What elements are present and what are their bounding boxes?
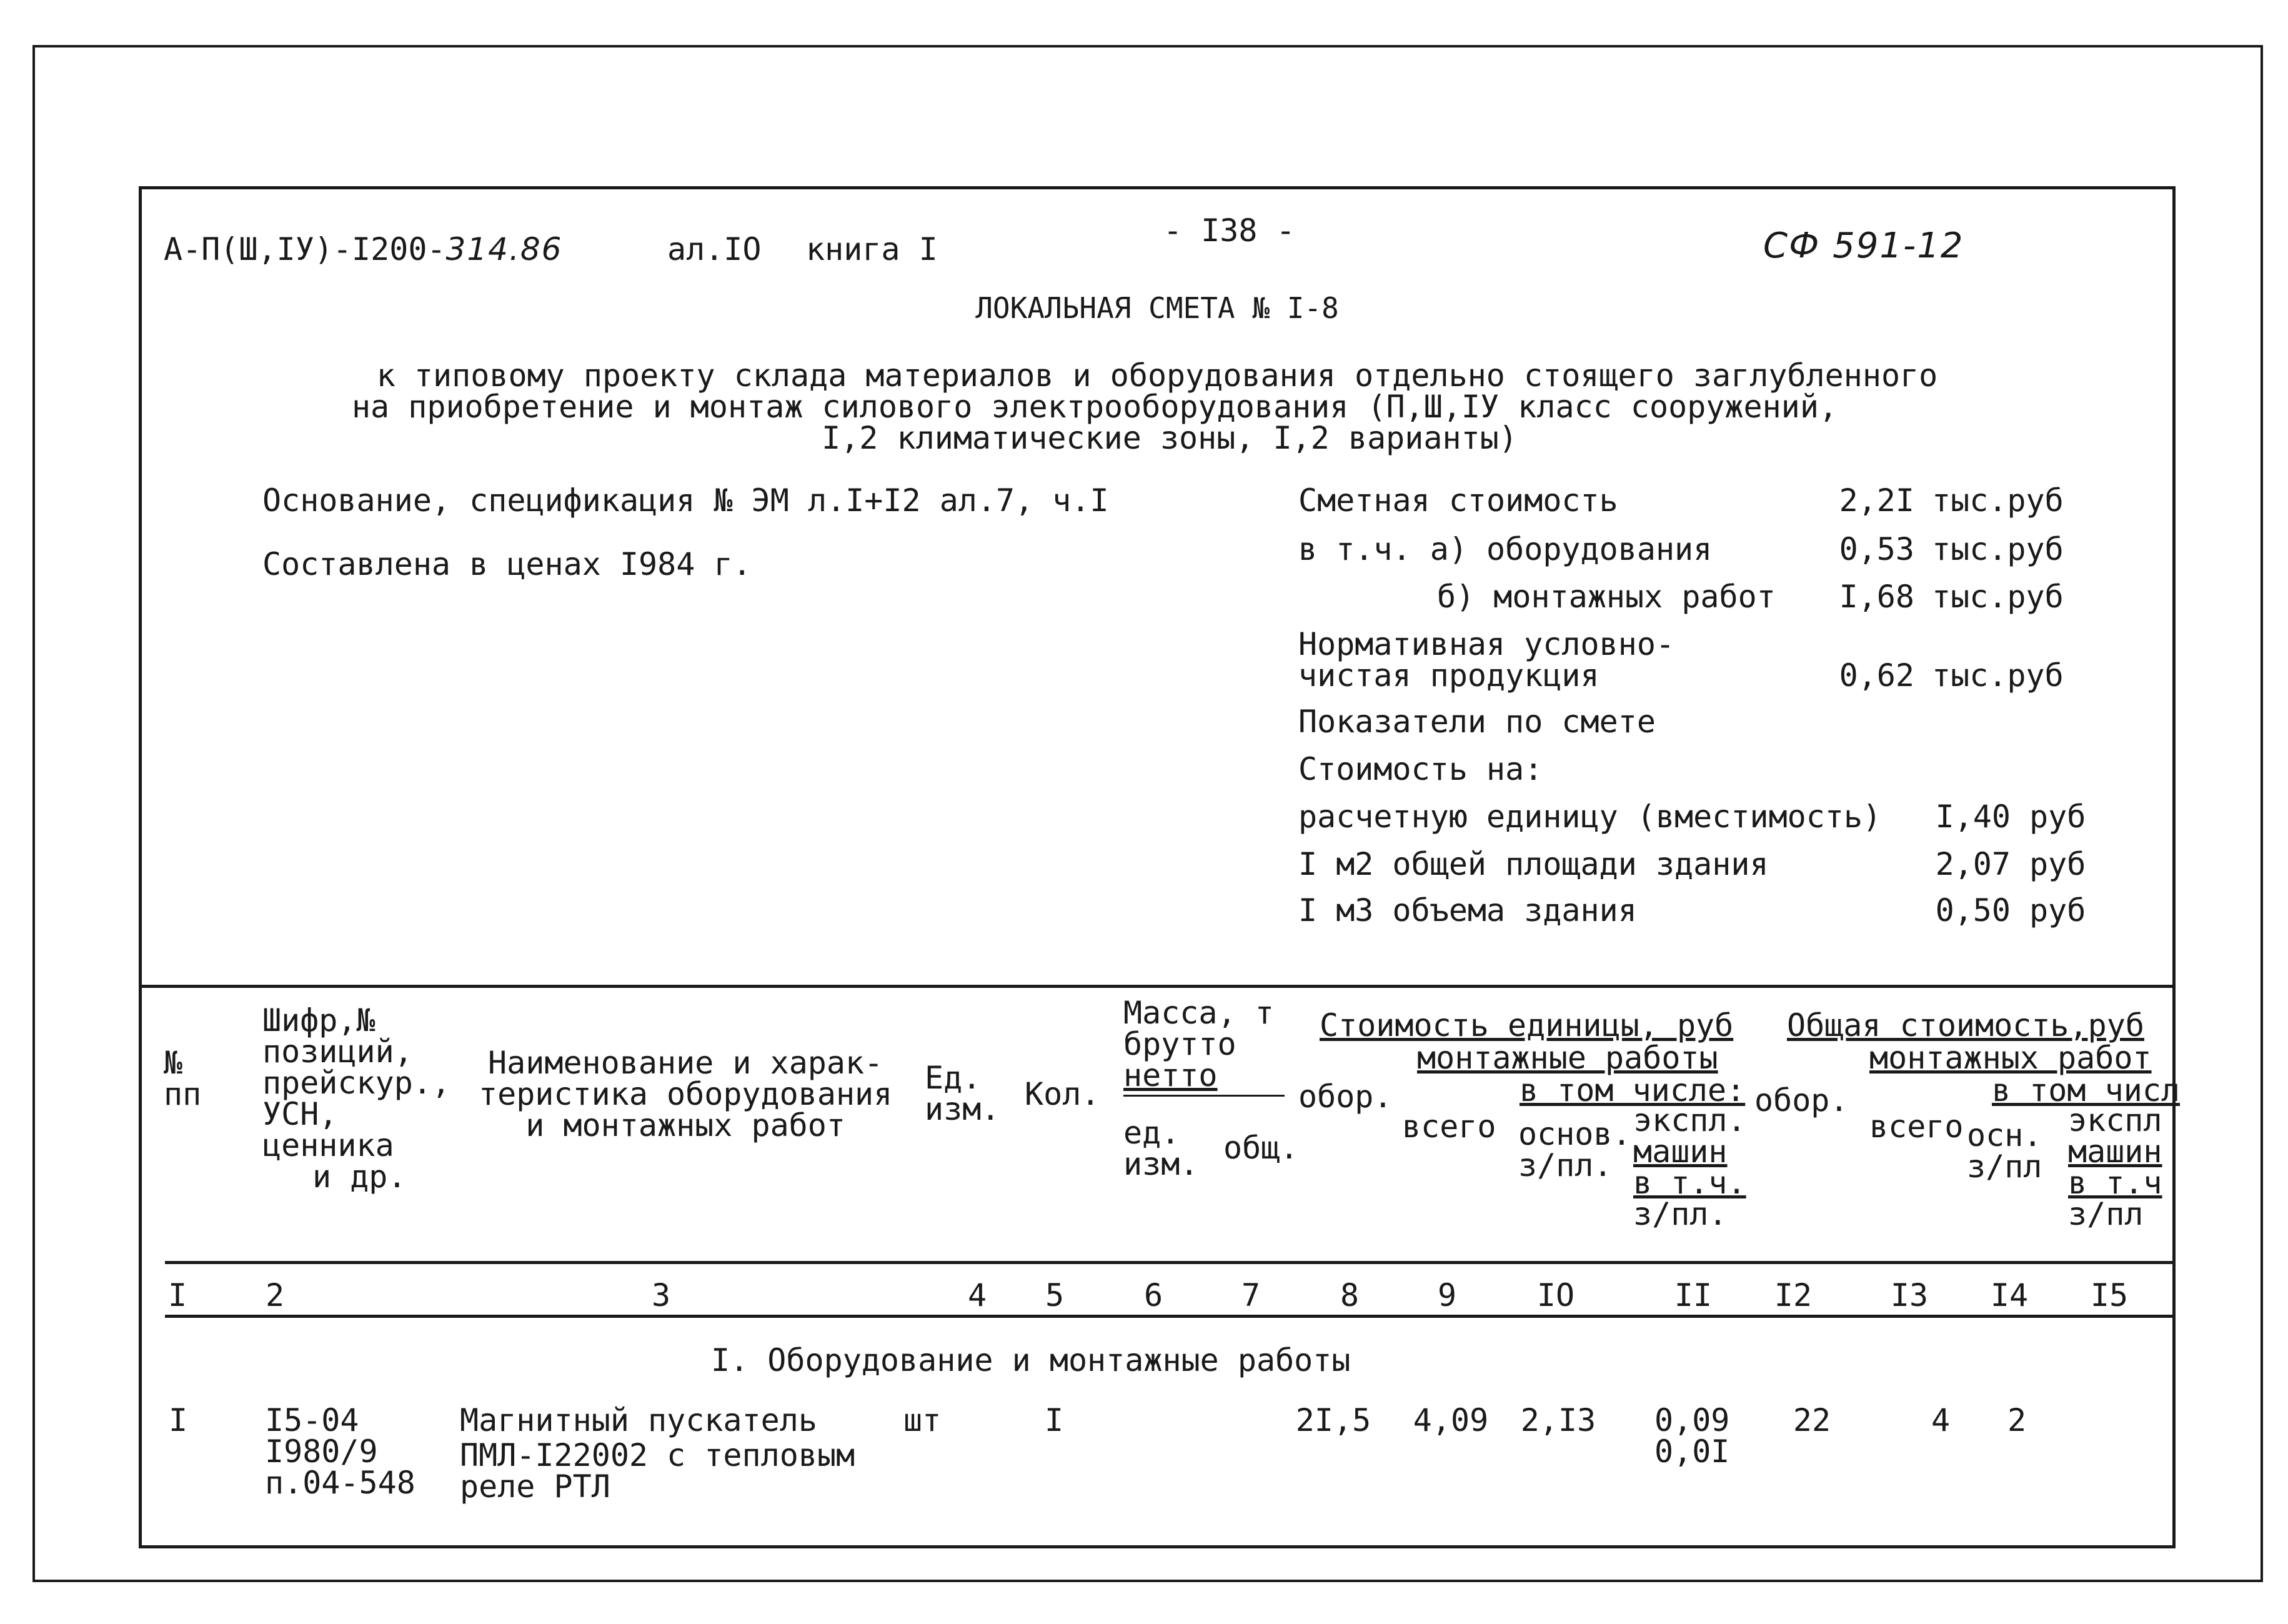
document-code	[164, 231, 563, 267]
summary-value: 0,50	[1935, 892, 2011, 929]
mass-divider	[1123, 1095, 1285, 1097]
summary-value: 0,62	[1839, 657, 1914, 694]
column-number: 2	[265, 1277, 285, 1313]
summary-label: Нормативная условно-	[1298, 626, 1675, 662]
table-header-bottom-rule	[165, 1261, 2176, 1264]
column-number: I5	[2090, 1277, 2129, 1313]
column-number: IO	[1536, 1277, 1575, 1313]
row-c8: 2I,5	[1295, 1402, 1371, 1438]
column-number: 8	[1340, 1277, 1360, 1313]
header-mount-works: монтажные работы	[1417, 1040, 1718, 1076]
row-unit: шт	[903, 1402, 942, 1438]
summary-value: I,40	[1935, 799, 2011, 835]
header-including: в том числе:	[1520, 1072, 1746, 1108]
summary-unit: руб	[2029, 799, 2086, 835]
column-number: 7	[1241, 1277, 1261, 1313]
column-number: 3	[651, 1277, 671, 1313]
column-number: 6	[1143, 1277, 1163, 1313]
header-col-2: Шифр,№ позиций, прейскур., УСН, ценника и др.	[262, 1002, 451, 1195]
header-col-12: обор.	[1754, 1082, 1849, 1118]
document-code-print: А-П(Ш,IУ)-I200-	[164, 231, 446, 267]
subtitle-line-1: к типовому проекту склада материалов и оборудования отдельно стоящего заглубленного	[376, 357, 1938, 394]
row-name: Магнитный пускатель ПМЛ-I22002 с тепловым реле РТЛ	[460, 1402, 855, 1505]
row-quantity: I	[1045, 1402, 1064, 1438]
column-number: II	[1674, 1277, 1713, 1313]
summary-label: расчетную единицу (вместимость)	[1298, 799, 1882, 835]
summary-label: Сметная стоимость	[1298, 482, 1618, 519]
summary-label: I м2 общей площади здания	[1298, 846, 1769, 882]
row-code: I5-04 I980/9 п.04-548	[265, 1402, 415, 1501]
page-number: - I38 -	[1163, 212, 1295, 249]
summary-label: в т.ч. а) оборудования	[1298, 531, 1713, 567]
column-numbers-rule	[165, 1315, 2176, 1318]
row-c13: 4	[1931, 1402, 1951, 1438]
summary-unit: тыс.руб	[1932, 657, 2064, 694]
column-number: I3	[1890, 1277, 1929, 1313]
summary-label: Стоимость на:	[1298, 751, 1543, 787]
row-c9: 4,09	[1413, 1402, 1489, 1438]
column-number: 4	[967, 1277, 987, 1313]
header-including-total: в том числ	[1992, 1072, 2181, 1108]
header-total-cost: Общая стоимость,руб	[1787, 1007, 2144, 1044]
summary-label: I м3 объема здания	[1298, 892, 1637, 929]
summary-unit: тыс.руб	[1932, 531, 2064, 567]
header-col-6: ед. изм.	[1123, 1115, 1199, 1182]
summary-value: 0,53	[1839, 531, 1914, 567]
section-title: I. Оборудование и монтажные работы	[711, 1342, 1351, 1378]
basis-specification: Основание, спецификация № ЭМ л.I+I2 ал.7, ч.I	[262, 482, 1109, 519]
table-top-rule	[139, 985, 2176, 988]
column-number: 9	[1437, 1277, 1457, 1313]
summary-label: б) монтажных работ	[1437, 579, 1776, 615]
header-col-4: Ед. изм.	[925, 1060, 1000, 1127]
summary-value: 2,07	[1935, 846, 2011, 882]
column-number: I2	[1774, 1277, 1813, 1313]
summary-label: Показатели по смете	[1298, 704, 1656, 740]
row-c14: 2	[2007, 1402, 2027, 1438]
header-unit-cost: Стоимость единицы, руб	[1320, 1007, 1734, 1044]
row-c12: 22	[1793, 1402, 1831, 1438]
summary-unit: тыс.руб	[1932, 579, 2064, 615]
column-number: I	[167, 1277, 187, 1313]
header-col-7: общ.	[1223, 1130, 1299, 1166]
summary-unit: тыс.руб	[1932, 482, 2064, 519]
header-col-9: всего	[1402, 1108, 1496, 1145]
summary-unit: руб	[2029, 892, 2086, 929]
header-col-14: осн. з/пл	[1967, 1117, 2042, 1185]
header-col-11: экспл. машин в т.ч. з/пл.	[1633, 1102, 1746, 1232]
album-number: ал.IO	[667, 231, 762, 267]
subtitle-line-3: I,2 климатические зоны, I,2 варианты)	[822, 420, 1518, 456]
header-col-3: Наименование и харак- теристика оборудования и монтажных работ	[479, 1045, 893, 1143]
header-col-5: Кол.	[1025, 1076, 1100, 1112]
header-mount-works-total: монтажных работ	[1869, 1040, 2152, 1076]
row-number: I	[169, 1402, 188, 1438]
summary-value: I,68	[1839, 579, 1914, 615]
header-col-8: обор.	[1298, 1079, 1393, 1115]
subtitle-line-2: на приобретение и монтаж силового электрооборудования (П,Ш,IУ класс сооружений,	[351, 389, 1838, 425]
header-col-15: экспл машин в т.ч з/пл	[2068, 1102, 2162, 1232]
column-number: I4	[1990, 1277, 2029, 1313]
handwritten-stamp: СФ 591-12	[1763, 226, 1964, 266]
summary-unit: руб	[2029, 846, 2086, 882]
book-number: книга I	[806, 231, 938, 267]
row-c10: 2,I3	[1520, 1402, 1596, 1438]
column-number: 5	[1045, 1277, 1065, 1313]
header-mass: Масса, т брутто нетто	[1123, 995, 1274, 1093]
document-title: ЛОКАЛЬНАЯ СМЕТА № I-8	[975, 291, 1339, 325]
basis-prices-year: Составлена в ценах I984 г.	[262, 546, 752, 582]
row-c11: 0,09 0,0I	[1654, 1402, 1730, 1470]
summary-value: 2,2I	[1839, 482, 1914, 519]
header-col-10: основ. з/пл.	[1518, 1116, 1631, 1183]
header-col-1: № пп	[164, 1045, 202, 1112]
document-code-handwritten: 314.86	[445, 231, 563, 267]
header-col-13: всего	[1869, 1108, 1964, 1145]
summary-label: чистая продукция	[1298, 657, 1599, 694]
